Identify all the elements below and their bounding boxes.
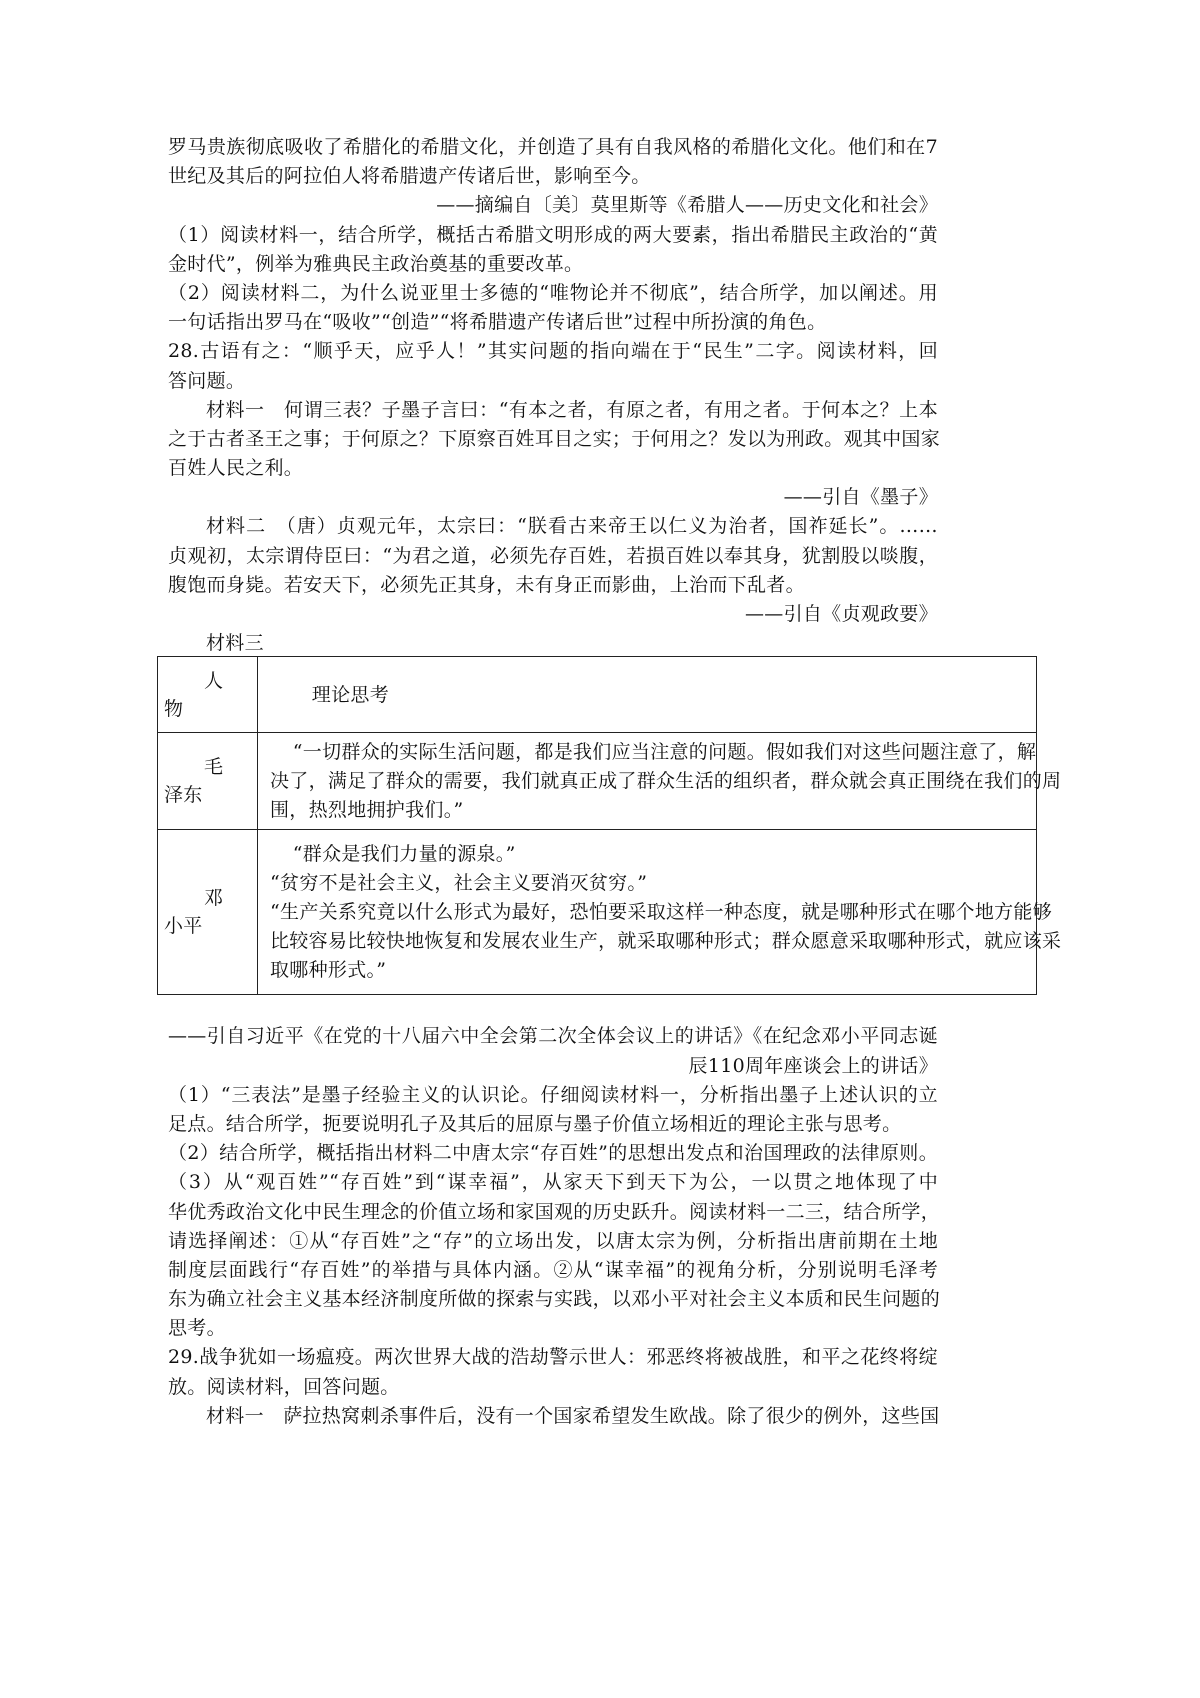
- text-line: 罗马贵族彻底吸收了希腊化的希腊文化，并创造了具有自我风格的希腊化文化。他们和在7: [168, 136, 938, 158]
- quote-line: 决了，满足了群众的需要，我们就真正成了群众生活的组织者，群众就会真正围绕在我们的周: [270, 769, 1062, 792]
- q29-material-1: [168, 1402, 938, 1431]
- text-line: 百姓人民之利。: [168, 457, 304, 480]
- text-line: 贞观初，太宗谓侍臣曰：“为君之道，必须先存百姓，若损百姓以奉其身，犹割股以啖腹，: [168, 544, 938, 567]
- q27-subquestion-2: [168, 279, 938, 337]
- material-source: ——引自《贞观政要》: [744, 603, 938, 625]
- quote-line: “群众是我们力量的源泉。”: [292, 842, 516, 865]
- person-cell: [158, 733, 258, 830]
- text-line: 材料一 萨拉热窝刺杀事件后，没有一个国家希望发生欧战。除了很少的例外，这些国: [206, 1404, 940, 1427]
- quote-line: 取哪种形式。”: [270, 958, 387, 981]
- q27-subquestion-1: [168, 221, 938, 279]
- text-line: 材料一 何谓三表？子墨子言曰：“有本之者，有原之者，有用之者。于何本之？上本: [206, 398, 938, 421]
- person-cell: [158, 830, 258, 995]
- q28-material-1: [168, 396, 941, 513]
- text-line: 之于古者圣王之事；于何原之？下原察百姓耳目之实；于何用之？发以为刑政。观其中国家: [168, 427, 941, 450]
- thoughts-cell: [258, 733, 1062, 830]
- text-line: 制度层面践行“存百姓”的举措与具体内涵。②从“谋幸福”的视角分析，分别说明毛泽考: [168, 1258, 938, 1281]
- text-line: ——引自习近平《在党的十八届六中全会第二次全体会议上的讲话》《在纪念邓小平同志诞: [168, 1025, 938, 1048]
- q28-subquestion-3: [168, 1168, 941, 1343]
- header-person-label: 人物: [164, 669, 224, 720]
- text-line: （1）“三表法”是墨子经验主义的认识论。仔细阅读材料一，分析指出墨子上述认识的立: [168, 1083, 938, 1106]
- q28-subquestion-2: [168, 1139, 938, 1168]
- q28-stem: [168, 337, 938, 395]
- table-row: [158, 733, 1037, 830]
- person-name: 毛泽东: [164, 756, 224, 807]
- header-cell-person: [158, 657, 258, 733]
- text-line: 答问题。: [168, 369, 246, 392]
- top-material: [168, 133, 938, 221]
- text-line: 思考。: [168, 1317, 226, 1340]
- text-line: 腹饱而身毙。若安天下，必须先正其身，未有身正而影曲，上治而下乱者。: [168, 573, 805, 596]
- table-row: [158, 830, 1037, 995]
- text-line: 足点。结合所学，扼要说明孔子及其后的屈原与墨子价值立场相近的理论主张与思考。: [168, 1112, 902, 1135]
- text-line: 放。阅读材料，回答问题。: [168, 1375, 400, 1398]
- exam-page: [164, 133, 1062, 1431]
- material-source: ——摘编自〔美〕莫里斯等《希腊人——历史文化和社会》: [436, 194, 938, 217]
- text-line: （1）阅读材料一，结合所学，概括古希腊文明形成的两大要素，指出希腊民主政治的“黄: [168, 223, 938, 246]
- quote-line: “生产关系究竟以什么形式为最好，恐怕要采取这样一种态度，就是哪种形式在哪个地方能够: [270, 900, 1053, 923]
- text-line: 金时代”，例举为雅典民主政治奠基的重要改革。: [168, 252, 584, 275]
- q28-material-3: [164, 629, 1062, 1081]
- quote-line: 比较容易比较快地恢复和发展农业生产，就采取哪种形式；群众愿意采取哪种形式，就应该采: [270, 929, 1062, 952]
- text-line: （2）结合所学，概括指出材料二中唐太宗“存百姓”的思想出发点和治国理政的法律原则。: [168, 1142, 938, 1165]
- text-line: 东为确立社会主义基本经济制度所做的探索与实践，以邓小平对社会主义本质和民生问题的: [168, 1288, 941, 1311]
- person-name: 邓小平: [164, 887, 224, 938]
- q29-stem: [168, 1343, 938, 1401]
- text-line: （3）从“观百姓”“存百姓”到“谋幸福”，从家天下到天下为公，一以贯之地体现了中: [168, 1171, 938, 1194]
- thoughts-cell: [258, 830, 1062, 995]
- text-line: （2）阅读材料二，为什么说亚里士多德的“唯物论并不彻底”，结合所学，加以阐述。用: [168, 281, 938, 304]
- text-line: 世纪及其后的阿拉伯人将希腊遗产传诸后世，影响至今。: [168, 165, 651, 188]
- material-3-source: [168, 1022, 938, 1080]
- material-source: ——引自《墨子》: [783, 486, 938, 509]
- text-line: 辰110周年座谈会上的讲话》: [688, 1054, 938, 1077]
- quote-line: “贫穷不是社会主义，社会主义要消灭贫穷。”: [270, 871, 648, 894]
- header-cell-thoughts: [258, 657, 1037, 733]
- text-line: 请选择阐述：①从“存百姓”之“存”的立场出发，以唐太宗为例，分析指出唐前期在土地: [168, 1229, 938, 1252]
- text-line: 28.古语有之：“顺乎天，应乎人！”其实问题的指向端在于“民生”二字。阅读材料，回: [168, 340, 938, 363]
- text-line: 一句话指出罗马在“吸收”“创造”“将希腊遗产传诸后世”过程中所扮演的角色。: [168, 311, 827, 334]
- material-label: 材料三: [206, 632, 264, 655]
- text-line: 材料二 （唐）贞观元年，太宗曰：“朕看古来帝王以仁义为治者，国祚延长”。……: [206, 515, 938, 538]
- text-line: 华优秀政治文化中民生理念的价值立场和家国观的历史跃升。阅读材料一二三，结合所学，: [168, 1200, 941, 1223]
- q28-subquestion-1: [168, 1081, 938, 1139]
- q28-material-2: [168, 512, 938, 629]
- quote-line: “一切群众的实际生活问题，都是我们应当注意的问题。假如我们对这些问题注意了，解: [292, 740, 1037, 763]
- header-thoughts-label: 理论思考: [311, 683, 389, 706]
- quote-line: 围，热烈地拥护我们。”: [270, 798, 464, 821]
- material-3-table: [157, 656, 1062, 995]
- text-line: 29.战争犹如一场瘟疫。两次世界大战的浩劫警示世人：邪恶终将被战胜，和平之花终将绽: [168, 1346, 938, 1369]
- table-header-row: [158, 657, 1037, 733]
